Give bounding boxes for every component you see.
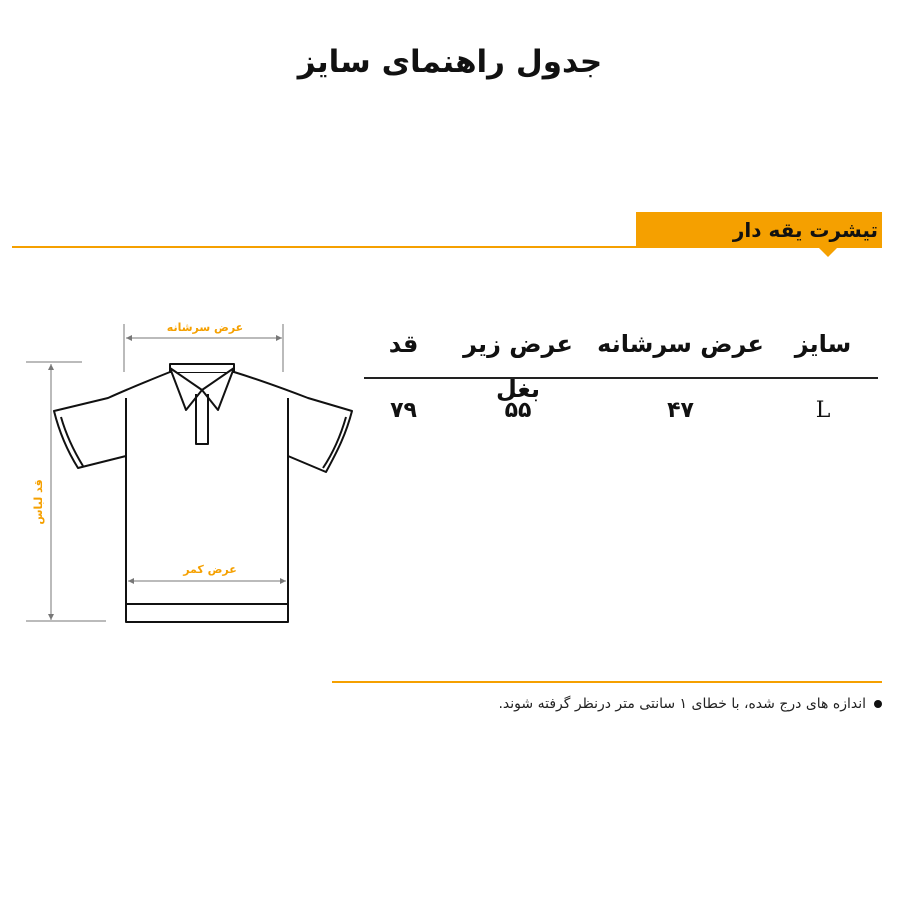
shoulder-label: عرض سرشانه	[166, 321, 244, 334]
header-shoulder: عرض سرشانه	[597, 330, 764, 358]
table-row	[364, 379, 878, 443]
polo-shirt-diagram	[20, 310, 365, 630]
cell-length: ۷۹	[390, 398, 417, 423]
header-chest: عرض زیر بغل	[463, 330, 573, 403]
cell-shoulder: ۴۷	[667, 398, 694, 423]
header-length: قد	[388, 330, 419, 358]
length-label: قد لباس	[32, 479, 45, 525]
section-label: تیشرت یقه دار	[732, 218, 878, 242]
shirt-outline	[54, 364, 352, 622]
footnote	[332, 696, 882, 712]
length-arrow-top	[48, 364, 54, 370]
header-size: سایز	[794, 330, 852, 358]
size-table	[364, 322, 878, 443]
cell-chest: ۵۵	[504, 398, 532, 423]
cell-size: L	[815, 398, 831, 423]
waist-label: عرض کمر	[183, 563, 237, 576]
length-arrow-bottom	[48, 614, 54, 620]
section-tab-notch	[818, 247, 838, 257]
bullet-icon	[874, 700, 882, 708]
section-tab	[636, 212, 882, 248]
shoulder-arrow-right	[276, 335, 282, 341]
shoulder-arrow-left	[126, 335, 132, 341]
page-title: جدول راهنمای سایز	[297, 44, 603, 80]
table-header-row	[364, 322, 878, 403]
note-divider	[332, 681, 882, 683]
footnote-text: اندازه های درج شده، با خطای ۱ سانتی متر درنظر گرفته شوند.	[498, 696, 866, 712]
